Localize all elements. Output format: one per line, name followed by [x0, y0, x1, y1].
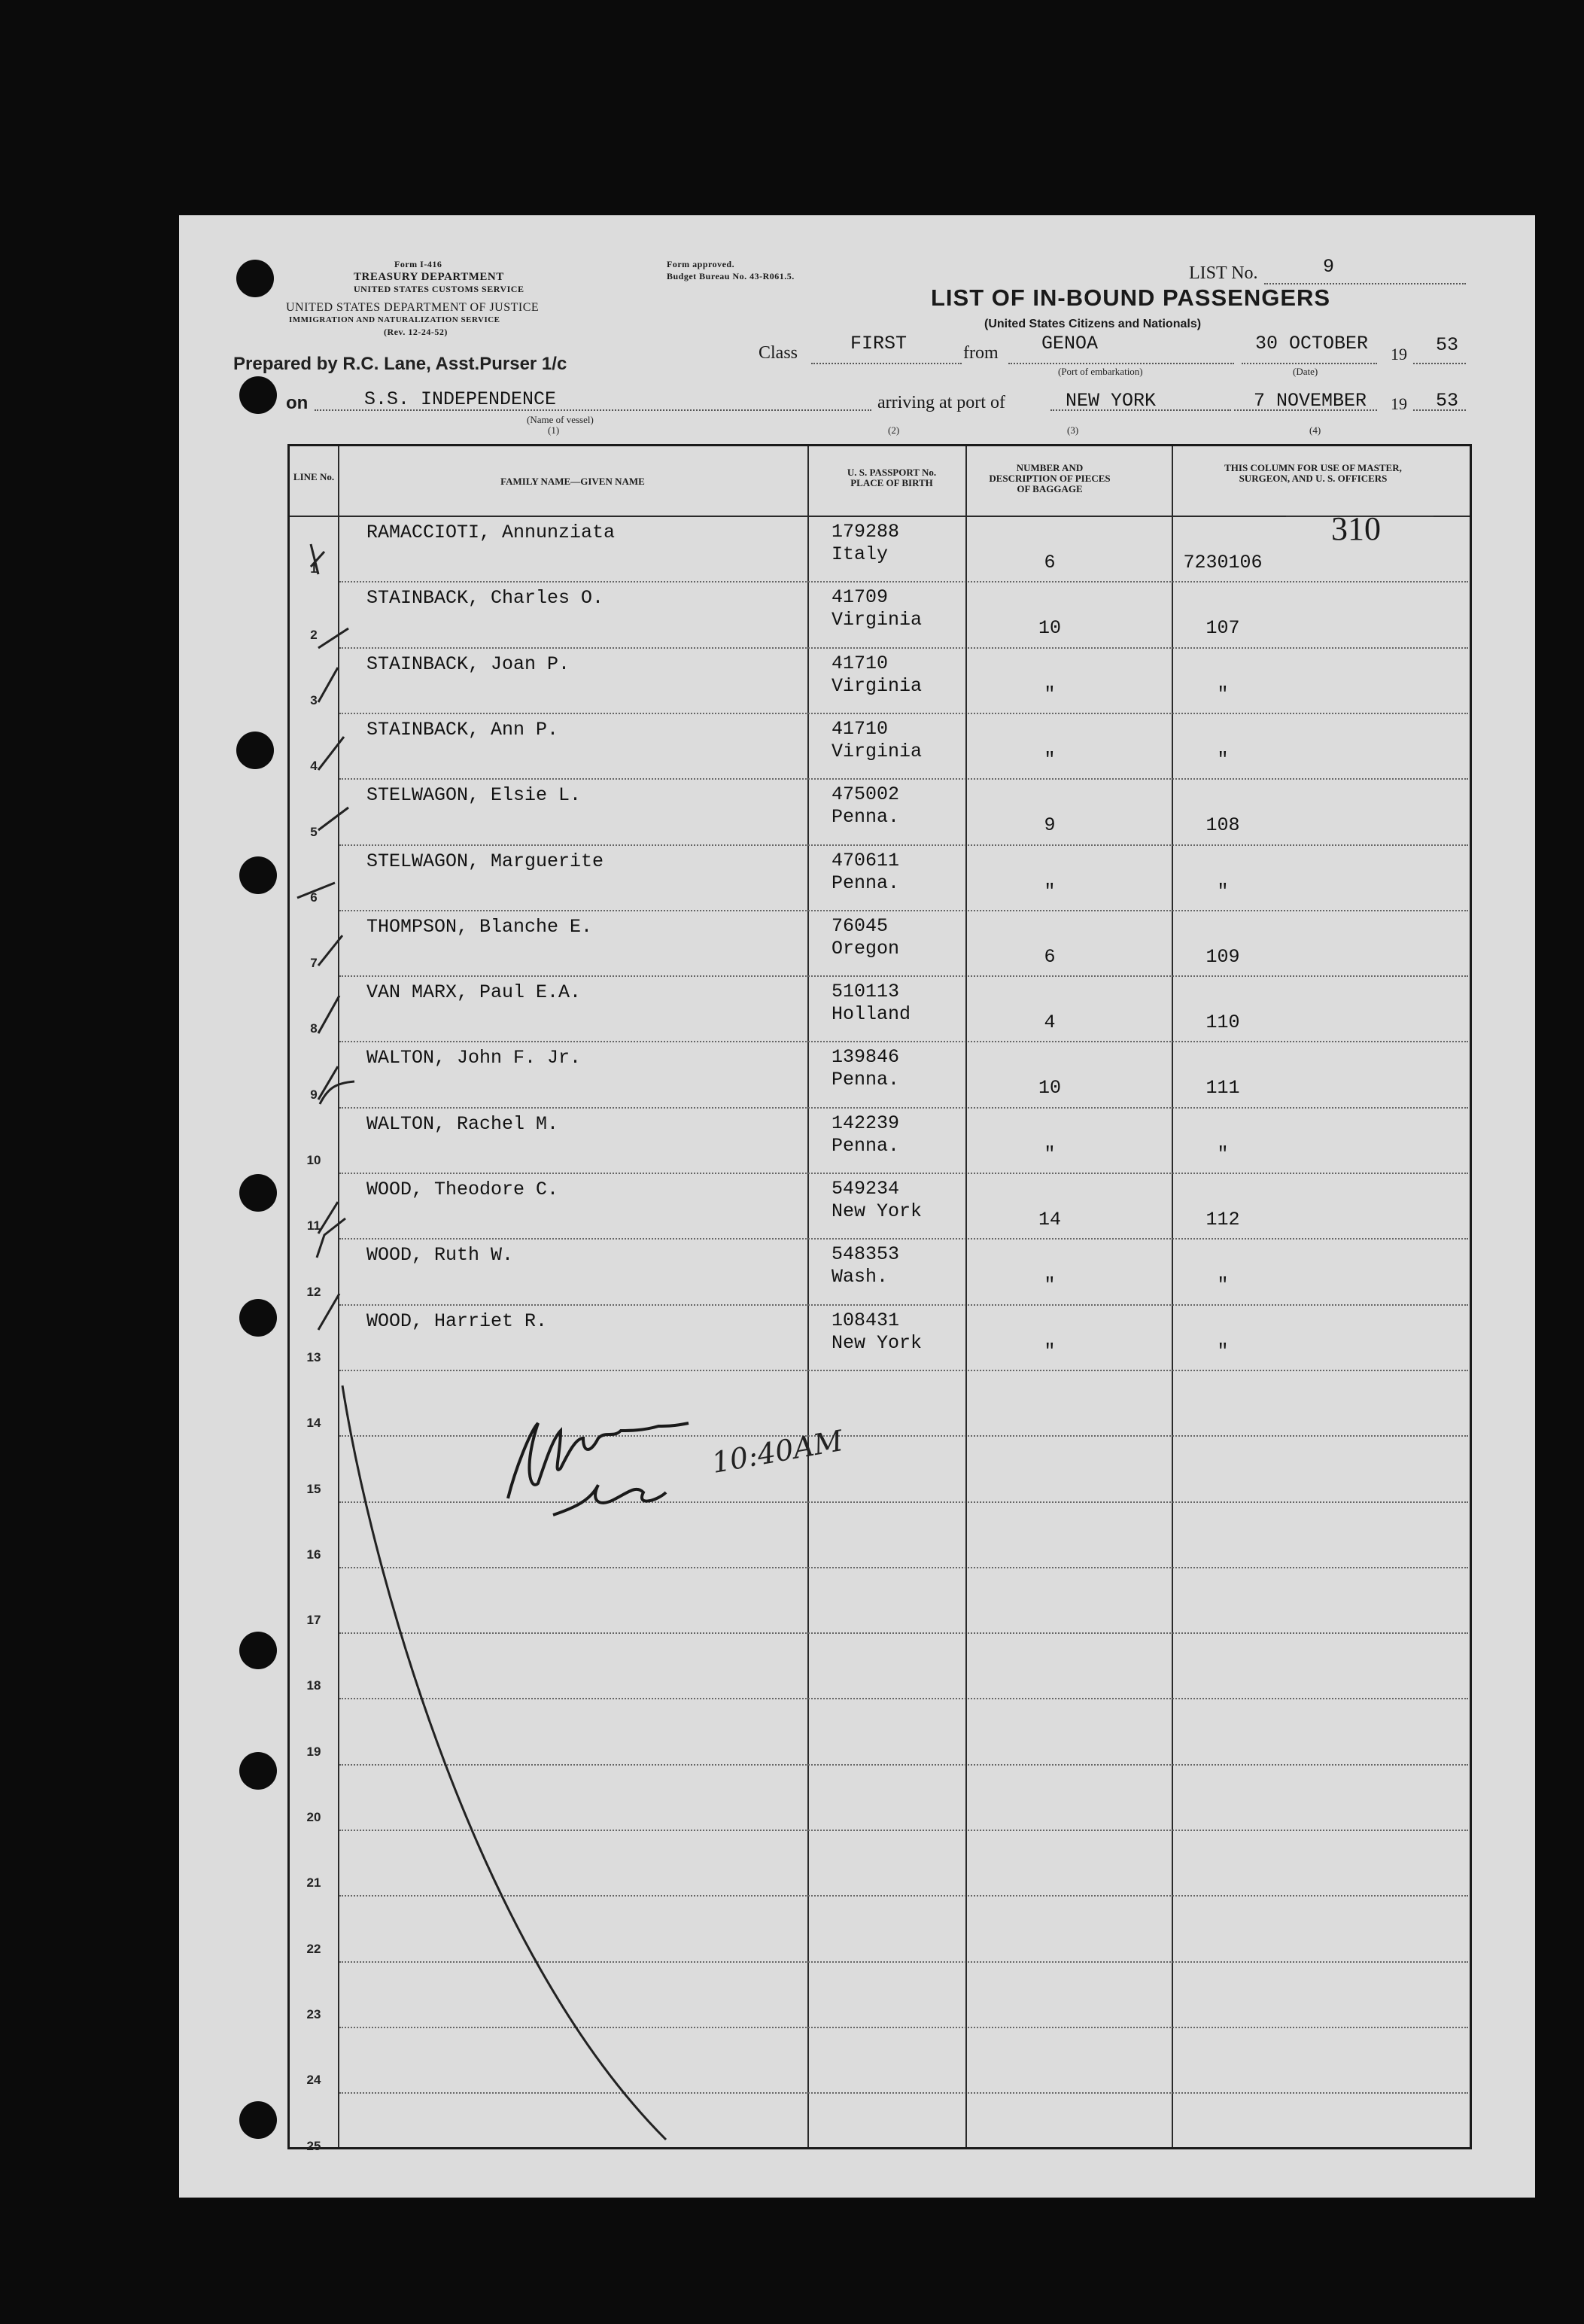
baggage-count: 6: [1044, 552, 1056, 573]
binder-hole-icon: [239, 376, 277, 414]
department-ins: IMMIGRATION AND NATURALIZATION SERVICE: [289, 315, 500, 324]
place-of-birth: Holland: [832, 1003, 911, 1026]
header-line-no: LINE No.: [293, 471, 335, 482]
line-number: 7: [310, 956, 318, 971]
line-number: 21: [306, 1875, 321, 1891]
passenger-name: WOOD, Theodore C.: [366, 1179, 559, 1200]
baggage-count: 14: [1038, 1209, 1061, 1230]
line-number: 20: [306, 1810, 321, 1824]
header-passport: U. S. PASSPORT No. PLACE OF BIRTH: [847, 467, 937, 488]
vessel-caption: (Name of vessel): [527, 414, 594, 425]
column-ref-1: (1): [548, 424, 560, 436]
arriving-label: arriving at port of: [877, 393, 1005, 412]
place-of-birth: Italy: [832, 543, 889, 565]
place-of-birth: Penna.: [832, 1069, 900, 1091]
line-number: 9: [310, 1087, 318, 1102]
passenger-name: RAMACCIOTI, Annunziata: [366, 522, 616, 543]
row-divider: [339, 1041, 1468, 1042]
row-divider: [339, 1304, 1468, 1306]
form-revision: (Rev. 12-24-52): [384, 327, 448, 337]
passenger-table: [287, 444, 1472, 2153]
officer-note: 109: [1205, 945, 1240, 968]
baggage-count: ": [1044, 1340, 1056, 1362]
time-annotation: 10:40AM: [709, 1424, 846, 1480]
stamp-number: 310: [1331, 510, 1381, 547]
line-number: 14: [306, 1416, 321, 1431]
form-number: Form I-416: [394, 259, 442, 269]
line-number: 19: [306, 1744, 321, 1759]
header-officers: THIS COLUMN FOR USE OF MASTER, SURGEON, AND U. S. OFFICERS: [1224, 462, 1402, 484]
page-subtitle: (United States Citizens and Nationals): [984, 318, 1202, 330]
prepared-by: Prepared by R.C. Lane, Asst.Purser 1/c: [233, 354, 567, 374]
officer-note: 7230106: [1183, 552, 1263, 573]
passport-number: 548353: [832, 1243, 900, 1266]
row-divider: [339, 1895, 1468, 1897]
officer-note: ": [1217, 683, 1229, 705]
baggage-count: 10: [1038, 1077, 1061, 1100]
officer-note: ": [1217, 880, 1229, 902]
row-divider: [339, 2092, 1468, 2094]
handwritten-marks: [290, 446, 1470, 2147]
passenger-name: STELWAGON, Marguerite: [366, 850, 604, 872]
line-number: 6: [310, 890, 318, 905]
department-name: TREASURY DEPARTMENT: [354, 271, 504, 283]
line-number: 17: [306, 1613, 321, 1628]
line-number: 11: [307, 1218, 321, 1233]
place-of-birth: Oregon: [832, 937, 900, 960]
line-number: 8: [310, 1021, 318, 1036]
passenger-name: STAINBACK, Ann P.: [366, 718, 559, 741]
line-number: 24: [306, 2073, 321, 2088]
on-label: on: [286, 393, 309, 413]
date-caption: (Date): [1293, 366, 1318, 377]
passenger-name: STELWAGON, Elsie L.: [366, 784, 582, 807]
row-divider: [339, 778, 1468, 780]
passenger-name: STAINBACK, Joan P.: [366, 652, 570, 675]
officer-note: ": [1217, 1274, 1229, 1297]
place-of-birth: New York: [832, 1200, 923, 1222]
baggage-count: ": [1044, 1142, 1056, 1165]
line-number: 18: [306, 1678, 321, 1693]
officer-note: 111: [1205, 1077, 1240, 1100]
department-subname: UNITED STATES CUSTOMS SERVICE: [354, 284, 524, 294]
officer-note: ": [1217, 1340, 1229, 1362]
passport-number: 470611: [832, 849, 900, 872]
row-divider: [339, 1238, 1468, 1240]
line-number: 25: [306, 2138, 321, 2153]
binder-hole-icon: [239, 2101, 277, 2139]
row-divider: [339, 713, 1468, 714]
baggage-count: 9: [1044, 814, 1056, 837]
row-divider: [339, 1370, 1468, 1371]
place-of-birth: Virginia: [832, 609, 923, 631]
passenger-name: STAINBACK, Charles O.: [366, 587, 604, 610]
line-number: 13: [306, 1349, 321, 1364]
vessel-name: S.S. INDEPENDENCE: [364, 388, 557, 410]
year-prefix: 19: [1391, 345, 1407, 364]
line-number: 22: [306, 1941, 321, 1956]
line-number: 16: [306, 1547, 321, 1562]
binder-hole-icon: [236, 732, 274, 769]
row-divider: [339, 2027, 1468, 2028]
passport-number: 76045: [832, 914, 889, 937]
row-divider: [339, 1173, 1468, 1174]
arrival-year: 53: [1436, 390, 1459, 412]
line-number: 5: [310, 824, 318, 839]
binder-hole-icon: [239, 1174, 277, 1212]
baggage-count: ": [1044, 1274, 1056, 1297]
approval-note: Form approved.: [667, 259, 735, 269]
row-divider: [339, 1961, 1468, 1963]
class-label: Class: [759, 343, 798, 363]
place-of-birth: Penna.: [832, 1134, 900, 1157]
row-divider: [339, 1632, 1468, 1634]
page-title: LIST OF IN-BOUND PASSENGERS: [931, 284, 1331, 311]
binder-hole-icon: [239, 856, 277, 894]
line-number: 15: [306, 1481, 321, 1496]
header-family-name: FAMILY NAME—GIVEN NAME: [500, 476, 645, 487]
binder-hole-icon: [239, 1299, 277, 1337]
row-divider: [339, 1698, 1468, 1699]
place-of-birth: Penna.: [832, 806, 900, 829]
binder-hole-icon: [239, 1752, 277, 1790]
header-baggage: NUMBER AND DESCRIPTION OF PIECES OF BAGGAGE: [989, 462, 1111, 494]
baggage-count: ": [1044, 748, 1056, 771]
baggage-count: ": [1044, 880, 1056, 902]
passport-number: 41710: [832, 652, 889, 674]
binder-hole-icon: [236, 260, 274, 297]
passport-number: 549234: [832, 1178, 900, 1200]
row-divider: [339, 1830, 1468, 1831]
baggage-count: 6: [1044, 945, 1056, 968]
line-number: 2: [310, 627, 318, 642]
line-number: 12: [306, 1284, 321, 1299]
row-divider: [339, 1764, 1468, 1766]
row-divider: [339, 1567, 1468, 1568]
row-divider: [339, 1107, 1468, 1109]
passport-number: 41709: [832, 586, 889, 609]
row-divider: [339, 647, 1468, 649]
row-divider: [339, 1435, 1468, 1437]
departure-year: 53: [1436, 334, 1459, 356]
column-ref-3: (3): [1067, 424, 1079, 436]
column-ref-2: (2): [888, 424, 900, 436]
passport-number: 41710: [832, 717, 889, 740]
passenger-name: WALTON, John F. Jr.: [366, 1047, 582, 1069]
year-prefix-2: 19: [1391, 394, 1407, 413]
line-number: 1: [310, 561, 318, 576]
departure-date: 30 OCTOBER: [1255, 333, 1369, 354]
budget-bureau-no: Budget Bureau No. 43-R061.5.: [667, 271, 795, 281]
passport-number: 510113: [832, 981, 900, 1003]
port-caption: (Port of embarkation): [1058, 366, 1143, 377]
passenger-name: WALTON, Rachel M.: [366, 1112, 559, 1135]
officer-note: 108: [1205, 814, 1240, 837]
department-justice: UNITED STATES DEPARTMENT OF JUSTICE: [286, 301, 540, 314]
passport-number: 108431: [832, 1309, 900, 1331]
place-of-birth: Wash.: [832, 1266, 889, 1288]
column-ref-4: (4): [1309, 424, 1321, 436]
class-value: FIRST: [850, 333, 908, 354]
officer-note: 110: [1205, 1011, 1240, 1034]
passport-number: 179288: [832, 521, 900, 543]
place-of-birth: Virginia: [832, 674, 923, 697]
line-number: 3: [310, 692, 318, 707]
signature-icon: [508, 1423, 689, 1498]
passenger-name: THOMPSON, Blanche E.: [366, 915, 593, 938]
arrival-date: 7 NOVEMBER: [1254, 390, 1367, 412]
passport-number: 475002: [832, 783, 900, 806]
passenger-name: WOOD, Harriet R.: [366, 1310, 548, 1332]
officer-note: ": [1217, 748, 1229, 771]
from-label: from: [963, 343, 999, 363]
arrival-port: NEW YORK: [1066, 390, 1157, 412]
place-of-birth: Penna.: [832, 872, 900, 894]
list-no-label: LIST No.: [1189, 263, 1258, 283]
from-value: GENOA: [1041, 333, 1099, 354]
officer-note: ": [1217, 1142, 1229, 1165]
row-divider: [339, 581, 1468, 583]
place-of-birth: New York: [832, 1331, 923, 1354]
baggage-count: ": [1044, 683, 1056, 705]
passenger-name: VAN MARX, Paul E.A.: [366, 981, 582, 1004]
baggage-count: 4: [1044, 1011, 1056, 1034]
passport-number: 139846: [832, 1046, 900, 1069]
binder-hole-icon: [239, 1632, 277, 1669]
place-of-birth: Virginia: [832, 740, 923, 762]
line-number: 4: [310, 759, 318, 774]
list-no-value: 9: [1323, 256, 1335, 278]
line-number: 10: [306, 1153, 321, 1167]
baggage-count: 10: [1038, 617, 1061, 640]
row-divider: [339, 975, 1468, 977]
row-divider: [339, 1501, 1468, 1503]
officer-note: 112: [1205, 1209, 1240, 1230]
row-divider: [339, 844, 1468, 846]
passenger-name: WOOD, Ruth W.: [366, 1244, 514, 1267]
passport-number: 142239: [832, 1112, 900, 1134]
officer-note: 107: [1205, 617, 1240, 640]
line-number: 23: [306, 2006, 321, 2021]
row-divider: [339, 910, 1468, 911]
